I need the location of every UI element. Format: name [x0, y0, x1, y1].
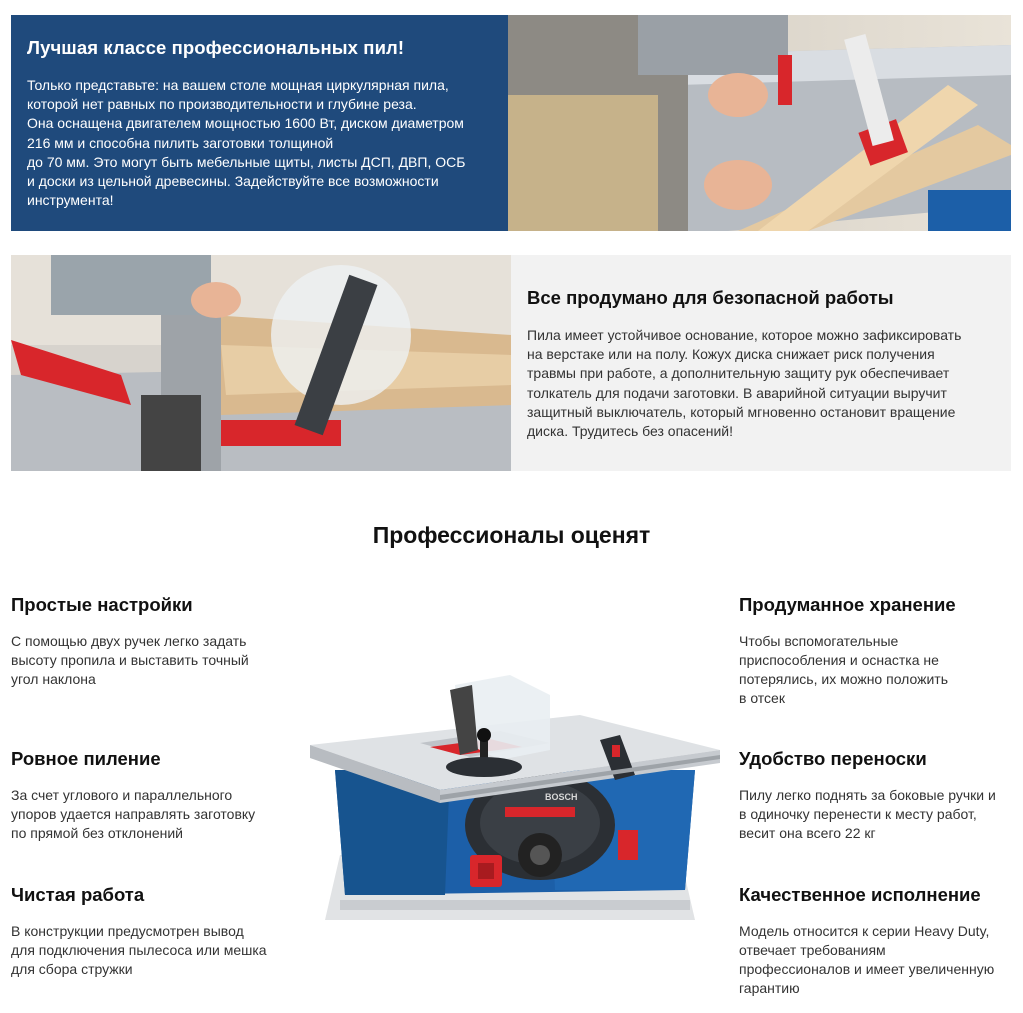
safety-text-panel — [511, 255, 1011, 471]
table-saw-illustration — [300, 655, 725, 945]
feature-title: Удобство переноски — [739, 748, 927, 769]
feature-title: Простые настройки — [11, 594, 193, 615]
safety-description: Пила имеет устойчивое основание, которое можно зафиксировать на верстаке или на полу. Кожух диска снижает риск получения травмы при работе, а дополнительную защиту рук обеспечивает толкатель для подачи заготовки. В аварийной ситуации выручит защитный выключатель, который мгновенно остановит вращение диска. Трудитесь без опасений! — [527, 327, 962, 440]
feature-text: Чтобы вспомогательные приспособления и оснастка не потерялись, их можно положить в отсек — [739, 633, 949, 706]
brand-logo-text: BOSCH — [545, 792, 578, 802]
feature-title: Чистая работа — [11, 884, 145, 905]
safety-title: Все продумано для безопасной работы — [527, 287, 894, 308]
feature-simple-settings — [11, 594, 291, 689]
feature-even-cutting — [11, 748, 291, 843]
feature-text: Модель относится к серии Heavy Duty, отвечает требованиям профессионалов и имеет увеличенную гарантию — [739, 923, 995, 996]
saw-safety-photo — [11, 255, 511, 471]
safety-banner — [11, 255, 1011, 471]
intro-title: Лучшая классе профессиональных пил! — [27, 37, 405, 58]
feature-quality — [739, 884, 1019, 998]
feature-clean-work — [11, 884, 291, 979]
table-saw-product-image — [300, 655, 725, 945]
feature-text: В конструкции предусмотрен вывод для подключения пылесоса или мешка для сбора стружки — [11, 923, 267, 977]
feature-title: Ровное пиление — [11, 748, 161, 769]
feature-title: Продуманное хранение — [739, 594, 956, 615]
intro-text-panel — [11, 15, 508, 231]
intro-banner — [11, 15, 1011, 231]
section-title: Профессионалы оценят — [372, 522, 651, 548]
intro-description: Только представьте: на вашем столе мощная циркулярная пила, которой нет равных по производительности и глубине реза. Она оснащена двигателем мощностью 1600 Вт, диском диаметром 216 мм и способна пилить заготовки толщиной до 70 мм. Это могут быть мебельные щиты, листы ДСП, ДВП, ОСБ и доски из цельной древесины. Задействуйте все возможности инструмента! — [27, 77, 466, 209]
feature-text: Пилу легко поднять за боковые ручки и в одиночку перенести к месту работ, весит она всего 22 кг — [739, 787, 996, 841]
feature-text: С помощью двух ручек легко задать высоту пропила и выставить точный угол наклона — [11, 633, 249, 687]
feature-storage — [739, 594, 1019, 708]
saw-in-use-illustration — [508, 15, 1011, 231]
feature-title: Качественное исполнение — [739, 884, 981, 905]
feature-text: За счет углового и параллельного упоров удается направлять заготовку по прямой без отклонений — [11, 787, 256, 841]
saw-safety-illustration — [11, 255, 511, 471]
saw-in-use-photo — [508, 15, 1011, 231]
feature-portability — [739, 748, 1019, 843]
